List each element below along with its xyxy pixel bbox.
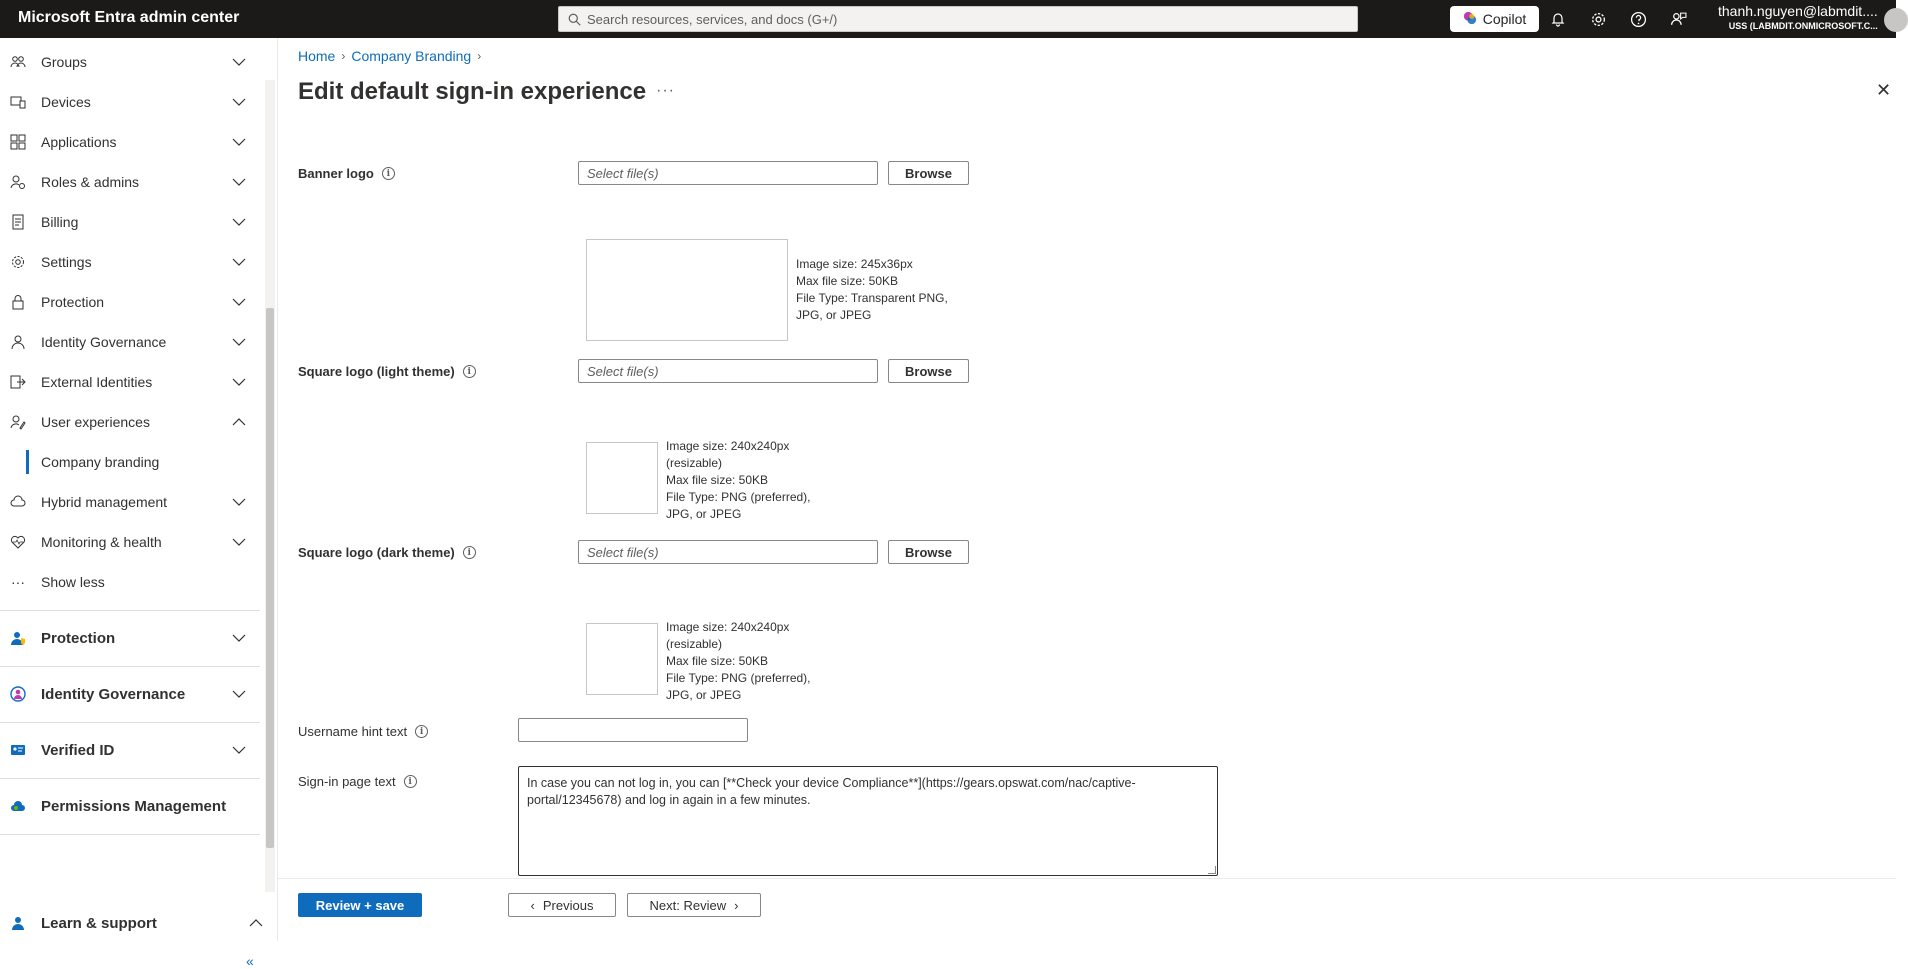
breadcrumb-home[interactable]: Home	[298, 48, 336, 64]
spec-line: JPG, or JPEG	[666, 507, 742, 521]
applications-icon	[9, 133, 27, 151]
info-icon[interactable]: i	[404, 775, 417, 788]
signin-page-text-label	[298, 774, 417, 789]
square-logo-light-label	[298, 364, 476, 379]
feedback-icon[interactable]	[1668, 9, 1688, 29]
sidebar-item-hybrid-management[interactable]	[0, 482, 260, 522]
square-logo-dark-browse-button[interactable]: Browse	[888, 540, 969, 564]
sidebar-scroll-thumb[interactable]	[266, 308, 274, 848]
sidebar-section-label: Learn & support	[41, 914, 157, 932]
square-logo-light-specs	[666, 438, 811, 523]
roles-icon	[9, 173, 27, 191]
chevron-down-icon[interactable]	[231, 374, 247, 390]
sidebar-item-billing[interactable]	[0, 202, 260, 242]
chevron-right-icon: ›	[477, 49, 482, 63]
chevron-down-icon[interactable]	[231, 494, 247, 510]
sidebar-item-label: External Identities	[41, 374, 153, 390]
sidebar-section-verified-id[interactable]	[0, 723, 260, 777]
info-icon[interactable]: i	[463, 365, 476, 378]
username-hint-label-text: Username hint text	[298, 724, 408, 739]
spec-line: JPG, or JPEG	[796, 308, 872, 322]
previous-button[interactable]	[508, 893, 616, 917]
previous-label: Previous	[542, 897, 594, 913]
page-title: Edit default sign-in experience	[298, 78, 647, 105]
chevron-down-icon[interactable]	[231, 334, 247, 350]
sidebar-item-label: Protection	[41, 294, 105, 310]
chevron-left-icon: ‹	[530, 897, 535, 913]
sidebar-section-label: Identity Governance	[41, 685, 186, 703]
square-logo-dark-preview	[586, 623, 658, 695]
sidebar-section-protection[interactable]	[0, 611, 260, 665]
chevron-down-icon[interactable]	[231, 94, 247, 110]
spec-line: File Type: PNG (preferred),	[666, 490, 811, 504]
sidebar-item-external-identities[interactable]	[0, 362, 260, 402]
account-menu[interactable]	[1718, 4, 1878, 34]
next-label: Next: Review	[649, 897, 727, 913]
square-logo-light-browse-button[interactable]: Browse	[888, 359, 969, 383]
file-input-placeholder: Select file(s)	[587, 544, 659, 560]
chevron-down-icon[interactable]	[231, 686, 247, 702]
sidebar-item-identity-governance[interactable]	[0, 322, 260, 362]
sidebar-item-label: Monitoring & health	[41, 534, 162, 550]
spec-line: (resizable)	[666, 637, 723, 651]
sidebar-section-identity-governance[interactable]	[0, 667, 260, 721]
divider	[0, 834, 260, 835]
verified-id-icon	[9, 741, 27, 759]
sidebar-section-learn-support[interactable]	[0, 896, 260, 950]
square-logo-dark-label-text: Square logo (dark theme)	[298, 545, 455, 560]
sidebar-item-company-branding[interactable]	[0, 442, 260, 482]
devices-icon	[9, 93, 27, 111]
breadcrumb	[298, 48, 481, 64]
billing-icon	[9, 213, 27, 231]
square-logo-dark-specs	[666, 619, 811, 704]
chevron-down-icon[interactable]	[231, 174, 247, 190]
chevron-down-icon[interactable]	[231, 214, 247, 230]
search-icon	[568, 13, 581, 29]
help-icon[interactable]	[1628, 9, 1648, 29]
copilot-icon	[1463, 11, 1477, 28]
signin-page-text-label-text: Sign-in page text	[298, 774, 396, 789]
signin-page-text-value: In case you can not log in, you can [**Check your device Compliance**](https://gears.opswat.com/nac/captive-portal/12345678) and log in again in a few minutes.	[527, 776, 1136, 807]
sidebar-item-groups[interactable]	[0, 42, 260, 82]
info-icon[interactable]: i	[415, 725, 428, 738]
user-experiences-icon	[9, 413, 27, 431]
spec-line: Image size: 245x36px	[796, 257, 913, 271]
sidebar-item-user-experiences[interactable]	[0, 402, 260, 442]
person-support-icon	[9, 914, 27, 932]
file-input-placeholder: Select file(s)	[587, 165, 659, 181]
chevron-right-icon: ›	[734, 897, 739, 913]
spec-line: File Type: Transparent PNG,	[796, 291, 948, 305]
sidebar-item-label: Settings	[41, 254, 92, 270]
hybrid-icon	[9, 493, 27, 511]
info-icon[interactable]: i	[382, 167, 395, 180]
sidebar-item-label: Applications	[41, 134, 117, 150]
sidebar-item-label: Show less	[41, 574, 105, 590]
sidebar-section-label: Permissions Management	[41, 797, 227, 815]
chevron-down-icon[interactable]	[231, 294, 247, 310]
sidebar-item-settings[interactable]	[0, 242, 260, 282]
banner-logo-label-text: Banner logo	[298, 166, 374, 181]
username-hint-input[interactable]	[518, 718, 748, 742]
sidebar-item-label: Hybrid management	[41, 494, 168, 510]
identity-governance-section-icon	[9, 685, 27, 703]
ellipsis-icon: ···	[11, 574, 25, 590]
lock-icon	[9, 293, 27, 311]
sidebar-item-devices[interactable]	[0, 82, 260, 122]
spec-line: Image size: 240x240px	[666, 439, 790, 453]
sidebar-item-label: Groups	[41, 54, 87, 70]
chevron-down-icon[interactable]	[231, 630, 247, 646]
external-identities-icon	[9, 373, 27, 391]
chevron-right-icon: ›	[341, 49, 346, 63]
breadcrumb-company-branding[interactable]: Company Branding	[351, 48, 472, 64]
square-logo-light-file-input[interactable]	[578, 359, 878, 383]
groups-icon	[9, 53, 27, 71]
sidebar	[0, 38, 278, 969]
spec-line: Max file size: 50KB	[796, 274, 899, 288]
chevron-down-icon[interactable]	[231, 134, 247, 150]
chevron-down-icon[interactable]	[231, 742, 247, 758]
identity-governance-icon	[9, 333, 27, 351]
chevron-down-icon[interactable]	[231, 54, 247, 70]
account-tenant: USS (LABMDIT.ONMICROSOFT.C...	[1728, 21, 1878, 31]
sidebar-item-label: Identity Governance	[41, 334, 167, 350]
banner-logo-preview	[586, 239, 788, 341]
info-icon[interactable]: i	[463, 546, 476, 559]
chevron-up-icon[interactable]	[231, 414, 247, 430]
square-logo-dark-file-input[interactable]	[578, 540, 878, 564]
banner-logo-label	[298, 166, 395, 181]
sidebar-item-show-less[interactable]	[0, 562, 260, 602]
spec-line: JPG, or JPEG	[666, 688, 742, 702]
bell-icon[interactable]	[1548, 9, 1568, 29]
close-icon[interactable]: ✕	[1876, 80, 1892, 100]
resize-handle[interactable]	[1208, 866, 1216, 874]
sidebar-item-roles-admins[interactable]	[0, 162, 260, 202]
sidebar-item-protection[interactable]	[0, 282, 260, 322]
protection-section-icon	[9, 629, 27, 647]
signin-page-text-textarea[interactable]	[518, 766, 1218, 876]
chevron-down-icon[interactable]	[231, 254, 247, 270]
gear-icon[interactable]	[1588, 9, 1608, 29]
top-bar	[0, 0, 1896, 38]
sidebar-section-permissions-management[interactable]	[0, 779, 260, 833]
avatar[interactable]	[1884, 8, 1908, 32]
sidebar-item-label: Billing	[41, 214, 79, 230]
banner-logo-specs	[796, 256, 948, 324]
spec-line: (resizable)	[666, 456, 723, 470]
sidebar-item-applications[interactable]	[0, 122, 260, 162]
sidebar-section-label: Protection	[41, 629, 116, 647]
main-content	[278, 38, 1896, 941]
sidebar-item-label: User experiences	[41, 414, 150, 430]
more-options-icon[interactable]: ···	[656, 82, 675, 99]
square-logo-dark-label	[298, 545, 476, 560]
banner-logo-file-input[interactable]	[578, 161, 878, 185]
review-save-button[interactable]: Review + save	[298, 893, 422, 917]
copilot-label: Copilot	[1482, 11, 1527, 27]
next-review-button[interactable]	[627, 893, 761, 917]
chevron-down-icon[interactable]	[231, 534, 247, 550]
spec-line: File Type: PNG (preferred),	[666, 671, 811, 685]
footer-bar	[278, 878, 1896, 941]
square-logo-light-preview	[586, 442, 658, 514]
heart-icon	[9, 533, 27, 551]
collapse-sidebar-icon[interactable]: «	[246, 953, 254, 969]
spec-line: Max file size: 50KB	[666, 654, 769, 668]
search-input[interactable]	[558, 6, 1358, 32]
sidebar-item-label: Devices	[41, 94, 91, 110]
copilot-button[interactable]	[1450, 6, 1539, 32]
cloud-icon	[9, 797, 27, 815]
spec-line: Image size: 240x240px	[666, 620, 790, 634]
gear-icon	[9, 253, 27, 271]
account-name: thanh.nguyen@labmdit....	[1718, 3, 1878, 19]
chevron-up-icon[interactable]	[248, 915, 264, 931]
sidebar-item-monitoring-health[interactable]	[0, 522, 260, 562]
sidebar-item-label: Roles & admins	[41, 174, 140, 190]
sidebar-item-label: Company branding	[41, 454, 160, 470]
app-title[interactable]: Microsoft Entra admin center	[18, 9, 240, 26]
username-hint-label	[298, 724, 428, 739]
sidebar-section-label: Verified ID	[41, 741, 115, 759]
search-placeholder: Search resources, services, and docs (G+/)	[587, 11, 838, 27]
spec-line: Max file size: 50KB	[666, 473, 769, 487]
square-logo-light-label-text: Square logo (light theme)	[298, 364, 455, 379]
banner-logo-browse-button[interactable]: Browse	[888, 161, 969, 185]
file-input-placeholder: Select file(s)	[587, 363, 659, 379]
